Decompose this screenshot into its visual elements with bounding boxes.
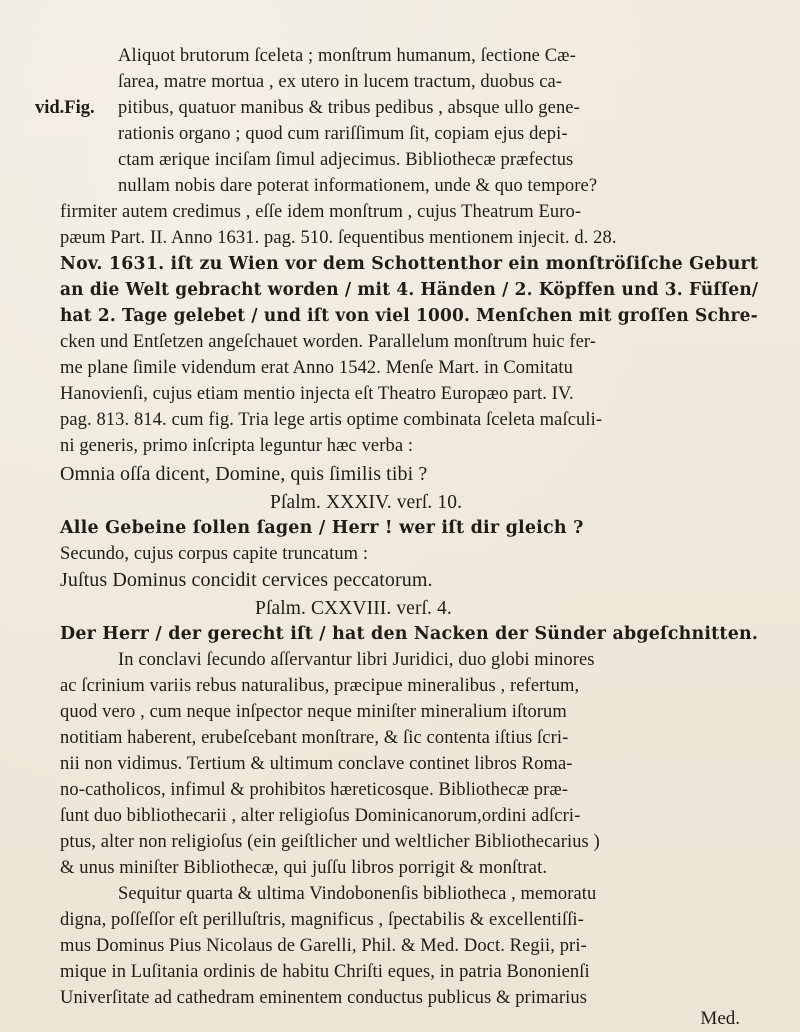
text-line: ctam ærique inciſam ſimul adjecimus. Bibliothecæ præfectus [118,150,574,170]
catchword: Med. [700,1008,740,1029]
text-line: nii non vidimus. Tertium & ultimum conclave continet libros Roma- [60,754,573,774]
text-line: ac ſcrinium variis rebus naturalibus, præcipue mineralibus , refertum, [60,676,580,696]
text-line: nullam nobis dare poterat informationem, unde & quo tempore? [118,176,598,196]
text-line-german: hat 2. Tage gelebet / und iſt von viel 1000. Menſchen mit groſſen Schre- [60,306,758,326]
text-line: Aliquot brutorum ſceleta ; monſtrum humanum, ſectione Cæ- [118,46,576,66]
inscription-line: Omnia oſſa dicent, Domine, quis ſimilis tibi ? [60,463,428,485]
text-line: rationis organo ; quod cum rariſſimum ſit, copiam ejus depi- [118,124,568,144]
margin-note: vid.Fig. [35,98,95,118]
text-line: mique in Luſitania ordinis de habitu Chriſti eques, in patria Bononienſi [60,962,590,982]
text-line: Hanovienſi, cujus etiam mentio injecta eſt Theatro Europæo part. IV. [60,384,574,404]
text-line: Secundo, cujus corpus capite truncatum : [60,544,369,564]
inscription-line: Juſtus Dominus concidit cervices peccatorum. [60,569,433,591]
text-line: ni generis, primo inſcripta leguntur hæc verba : [60,436,414,456]
text-line: digna, poſſeſſor eſt perilluſtris, magnificus , ſpectabilis & excellentiſſi- [60,910,584,930]
text-line: Sequitur quarta & ultima Vindobonenſis bibliotheca , memoratu [118,884,597,904]
text-line: me plane ſimile videndum erat Anno 1542. Menſe Mart. in Comitatu [60,358,573,378]
text-line: cken und Entſetzen angeſchauet worden. Parallelum monſtrum huic fer- [60,332,597,352]
text-line: firmiter autem credimus , eſſe idem monſtrum , cujus Theatrum Euro- [60,202,582,222]
text-line: mus Dominus Pius Nicolaus de Garelli, Phil. & Med. Doct. Regii, pri- [60,936,587,956]
text-line: & unus miniſter Bibliothecæ, qui juſſu libros porrigit & monſtrat. [60,858,548,878]
text-line: quod vero , cum neque inſpector neque miniſter mineralium iſtorum [60,702,567,722]
text-line-german: Alle Gebeine ſollen ſagen / Herr ! wer iſt dir gleich ? [60,518,584,538]
text-line: Univerſitate ad cathedram eminentem conductus publicus & primarius [60,988,588,1008]
psalm-reference: Pſalm. XXXIV. verſ. 10. [270,492,463,513]
text-line: ſunt duo bibliothecarii , alter religioſus Dominicanorum,ordini adſcri- [60,806,581,826]
text-line: pitibus, quatuor manibus & tribus pedibus , absque ullo gene- [118,98,580,118]
psalm-reference: Pſalm. CXXVIII. verſ. 4. [255,598,452,619]
text-line: pag. 813. 814. cum fig. Tria lege artis optime combinata ſceleta maſculi- [60,410,603,430]
text-line-german: Nov. 1631. iſt zu Wien vor dem Schottenthor ein monſtröſiſche Geburt [60,254,759,274]
text-line: notitiam haberent, erubeſcebant monſtrare, & ſic contenta iſtius ſcri- [60,728,569,748]
text-line: In conclavi ſecundo aſſervantur libri Juridici, duo globi minores [118,650,595,670]
text-line: pæum Part. II. Anno 1631. pag. 510. ſequentibus mentionem injecit. d. 28. [60,228,617,248]
text-line: ſarea, matre mortua , ex utero in lucem tractum, duobus ca- [118,72,563,92]
text-line-german: Der Herr / der gerecht iſt / hat den Nacken der Sünder abgeſchnitten. [60,624,759,644]
text-line-german: an die Welt gebracht worden / mit 4. Händen / 2. Köpffen und 3. Füſſen/ [60,280,759,300]
text-line: no-catholicos, infimul & prohibitos hæreticosque. Bibliothecæ præ- [60,780,569,800]
text-line: ptus, alter non religioſus (ein geiſtlicher und weltlicher Bibliothecarius ) [60,832,600,852]
